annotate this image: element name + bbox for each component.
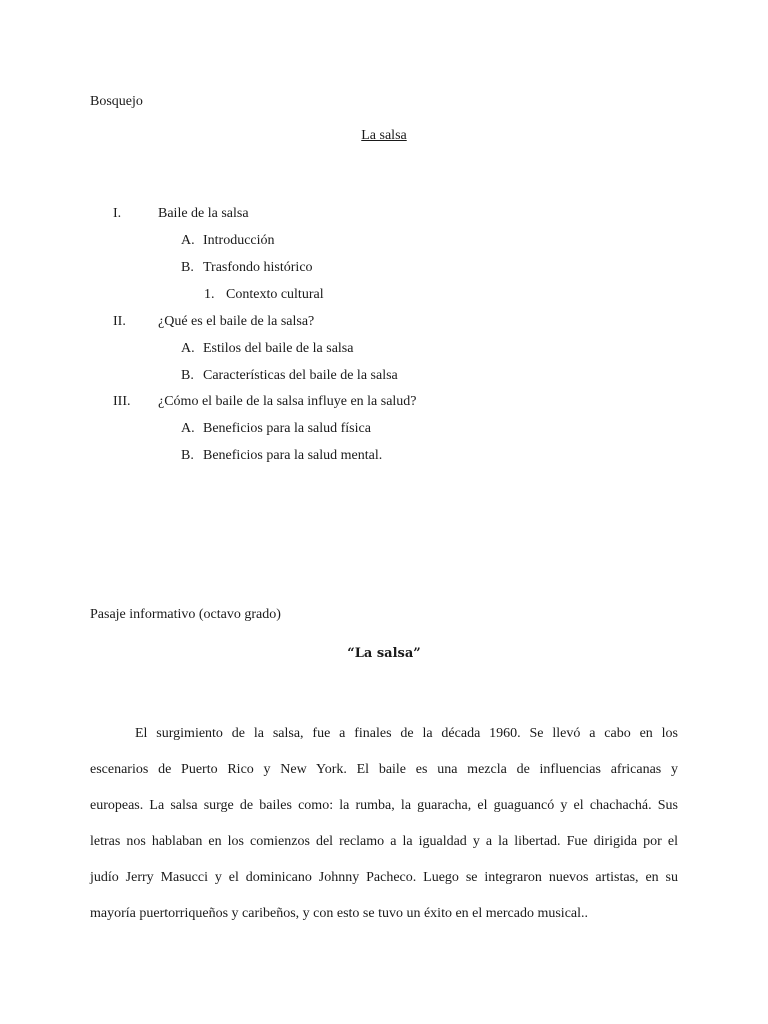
outline-item xyxy=(0,206,768,226)
outline-item-text: ¿Qué es el baile de la salsa? xyxy=(158,314,315,329)
passage-title: “La salsa” xyxy=(347,646,421,661)
outline-item-text: Baile de la salsa xyxy=(158,206,249,221)
outline-item-number: B. xyxy=(181,368,194,383)
paragraph-line: mayoría puertorriqueños y caribeños, y con esto se tuvo un éxito en el mercado musical.. xyxy=(90,906,589,921)
outline-item-number: A. xyxy=(181,341,195,356)
outline-label: Bosquejo xyxy=(90,94,143,109)
outline-item-number: B. xyxy=(181,448,194,463)
paragraph-line: El surgimiento de la salsa, fue a finales de la década 1960. Se llevó a cabo en los xyxy=(135,726,678,741)
outline-item xyxy=(0,314,768,334)
outline-item-text: Trasfondo histórico xyxy=(203,260,313,275)
outline-item xyxy=(0,421,768,441)
outline-item-number: II. xyxy=(113,314,126,329)
outline-item xyxy=(0,368,768,388)
passage-paragraph xyxy=(90,716,678,932)
outline-item-text: Estilos del baile de la salsa xyxy=(203,341,354,356)
outline-item-number: 1. xyxy=(204,287,215,302)
outline-item xyxy=(0,233,768,253)
outline-title: La salsa xyxy=(361,128,407,143)
outline-item-number: B. xyxy=(181,260,194,275)
outline-item xyxy=(0,448,768,468)
outline-item xyxy=(0,287,768,307)
outline-item-number: III. xyxy=(113,394,131,409)
outline-item-text: ¿Cómo el baile de la salsa influye en la salud? xyxy=(158,394,417,409)
outline-item-text: Características del baile de la salsa xyxy=(203,368,398,383)
outline-item xyxy=(0,341,768,361)
outline-item-text: Beneficios para la salud mental. xyxy=(203,448,383,463)
outline-item-number: I. xyxy=(113,206,122,221)
passage-label: Pasaje informativo (octavo grado) xyxy=(90,607,281,622)
paragraph-line: europeas. La salsa surge de bailes como: la rumba, la guaracha, el guaguancó y el chachachá. Sus xyxy=(90,798,678,813)
outline-item-text: Beneficios para la salud física xyxy=(203,421,371,436)
paragraph-line: judío Jerry Masucci y el dominicano Johnny Pacheco. Luego se integraron nuevos artistas, en su xyxy=(90,870,678,885)
paragraph-line: escenarios de Puerto Rico y New York. El baile es una mezcla de influencias africanas y xyxy=(90,762,678,777)
outline-item-text: Introducción xyxy=(203,233,275,248)
outline-item-number: A. xyxy=(181,233,195,248)
outline-item xyxy=(0,260,768,280)
paragraph-line: letras nos hablaban en los comienzos del reclamo a la igualdad y a la libertad. Fue dirigida por el xyxy=(90,834,678,849)
outline-item-number: A. xyxy=(181,421,195,436)
outline-item-text: Contexto cultural xyxy=(226,287,324,302)
outline-item xyxy=(0,394,768,414)
